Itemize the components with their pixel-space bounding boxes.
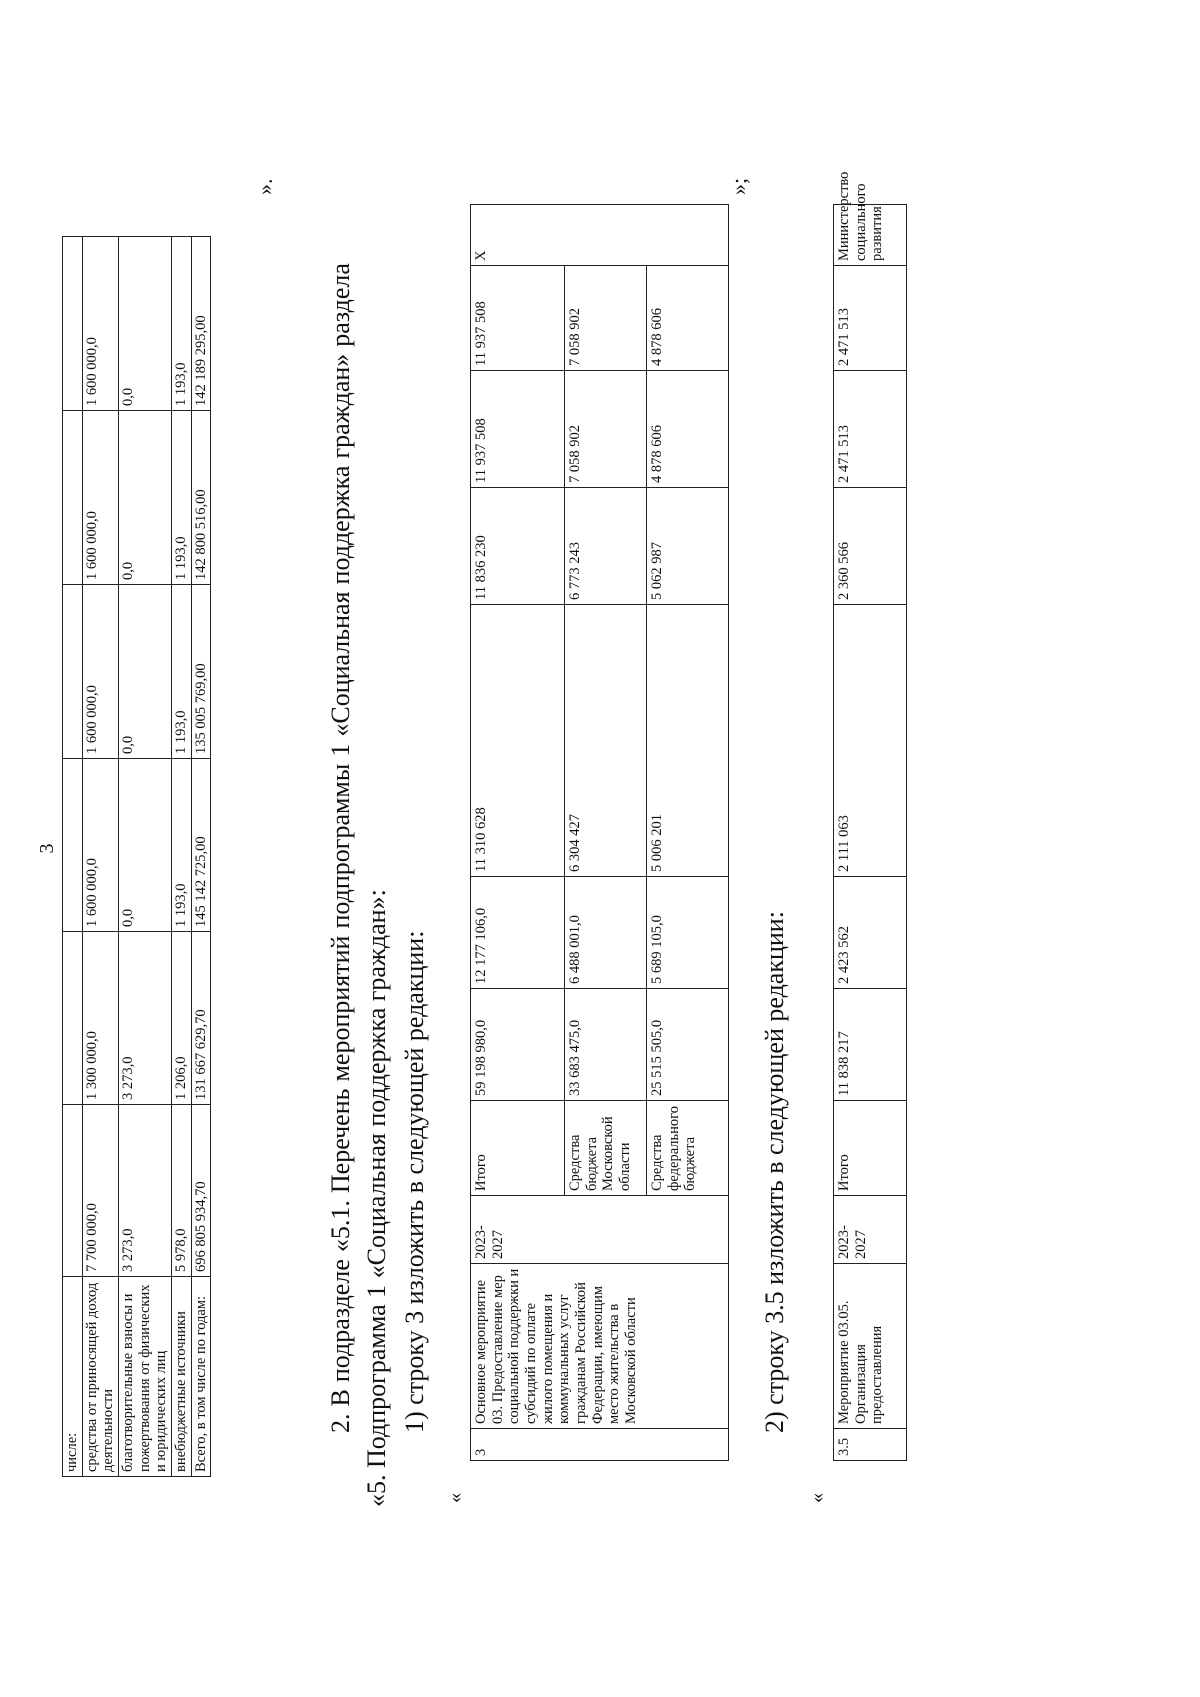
table-cell [63,1105,83,1277]
table-cell: 1 193,0 [172,759,192,932]
table-cell: 5 062 987 [647,488,729,605]
table-cell: 1 206,0 [172,932,192,1105]
table-cell: 7 058 902 [565,371,647,488]
table-cell: 2 423 562 [834,877,907,989]
measure-name: Мероприятие 03.05. Организация предоставления [834,1264,907,1429]
table-cell: 142 189 295,00 [191,237,211,411]
table-cell: 33 683 475,0 [565,989,647,1101]
funding-source: Итого [834,1101,907,1196]
table-cell: 1 600 000,0 [82,759,118,932]
table-cell: 5 689 105,0 [647,877,729,989]
row-label: числе: [63,1277,83,1477]
table-cell: 11 838 217 [834,989,907,1101]
table-cell: 1 193,0 [172,411,192,585]
table-cell: 696 805 934,70 [191,1105,211,1277]
table-cell: 5 006 201 [647,605,729,877]
table-cell [63,411,83,585]
opening-quote: « [444,1493,466,1503]
amendment-item: 1) строку 3 изложить в следующей редакции: [400,930,429,1433]
table-cell: 142 800 516,00 [191,411,211,585]
financing-table-continuation [62,236,211,1477]
paragraph-word: мероприятий [326,935,355,1082]
table-row [119,237,172,1477]
table-cell: 1 193,0 [172,237,192,411]
table-cell: 135 005 769,00 [191,585,211,759]
row-number: 3 [471,1429,729,1461]
table-cell: 2 471 513 [834,266,907,371]
closing-quote: ». [252,178,277,195]
amendment-item: 2) строку 3.5 изложить в следующей редакции: [760,911,789,1433]
table-cell: 131 667 629,70 [191,932,211,1105]
opening-quote: « [806,1493,828,1503]
table-row [172,237,192,1477]
table-cell: 0,0 [119,585,172,759]
paragraph-word: «Социальная [326,591,355,737]
table-cell: 0,0 [119,237,172,411]
table-cell: 11 937 508 [471,371,565,488]
table-cell: 2 471 513 [834,371,907,488]
table-cell: 1 193,0 [172,585,192,759]
measures-table-row-3-5 [833,171,907,1461]
table-row [63,237,83,1477]
measures-table-row-3 [470,204,729,1461]
table-cell: 7 700 000,0 [82,1105,118,1277]
row-label: благотворительные взносы и пожертвования от физических и юридических лиц [119,1277,172,1477]
row-number: 3.5 [834,1429,907,1461]
row-label: средства от приносящей доход деятельности [82,1277,118,1477]
measure-name: Основное мероприятие 03. Предоставление мер социальной поддержки и субсидий по оплате жилого помещения и коммунальных услуг гражданам Российской Федерации, имеющим место жительства в Московской области [471,1264,729,1429]
paragraph-word: подпрограммы [326,763,355,929]
paragraph-line: «5. Подпрограмма 1 «Социальная поддержка граждан»: [362,889,391,1507]
funding-source: Средства федерального бюджета [647,1101,729,1196]
paragraph-word: поддержка [326,465,355,585]
table-cell [63,585,83,759]
table-cell [63,237,83,411]
page-number: 3 [36,843,58,854]
table-cell: 145 142 725,00 [191,759,211,932]
table-cell: 3 273,0 [119,1105,172,1277]
funding-source: Средства бюджета Московской области [565,1101,647,1196]
paragraph-word: 1 [326,743,355,757]
table-row [82,237,118,1477]
table-cell: 6 488 001,0 [565,877,647,989]
funding-source: Итого [471,1101,565,1196]
table-row [834,205,907,1461]
paragraph-word: 2. [326,1413,355,1433]
table-cell: 4 878 606 [647,371,729,488]
table-row [191,237,211,1477]
table-cell: 2 111 063 [834,605,907,877]
table-cell: 11 836 230 [471,488,565,605]
table-cell [63,932,83,1105]
table-cell: 1 600 000,0 [82,411,118,585]
closing-quote: »; [726,177,751,195]
table-cell: 0,0 [119,411,172,585]
table-cell: 12 177 106,0 [471,877,565,989]
paragraph-line [326,263,356,1433]
table-cell: 6 304 427 [565,605,647,877]
row-label: Всего, в том числе по годам: [191,1277,211,1477]
table-cell: 25 515 505,0 [647,989,729,1101]
paragraph-word: подразделе [326,1259,355,1383]
table-cell: 6 773 243 [565,488,647,605]
table-cell: 0,0 [119,759,172,932]
period: 2023-2027 [834,1196,907,1264]
paragraph-word: граждан» [326,353,355,459]
period: 2023-2027 [471,1196,729,1264]
table-cell: 1 600 000,0 [82,237,118,411]
table-cell [63,759,83,932]
table-cell: 11 937 508 [471,266,565,371]
paragraph-word: В [326,1389,355,1407]
final-mark: Х [471,205,729,266]
paragraph-word: Перечень [326,1088,355,1194]
table-cell: 4 878 606 [647,266,729,371]
table-cell: 5 978,0 [172,1105,192,1277]
paragraph-word: раздела [326,263,355,347]
table-cell: 11 310 628 [471,605,565,877]
table-cell: 1 600 000,0 [82,585,118,759]
table-cell: 7 058 902 [565,266,647,371]
table-cell: 1 300 000,0 [82,932,118,1105]
paragraph-word: «5.1. [326,1200,355,1253]
row-label: внебюджетные источники [172,1277,192,1477]
responsible-body: Министерство социального развития [834,205,907,266]
table-cell: 2 360 566 [834,488,907,605]
table-row [471,205,565,1461]
table-cell: 59 198 980,0 [471,989,565,1101]
table-cell: 3 273,0 [119,932,172,1105]
